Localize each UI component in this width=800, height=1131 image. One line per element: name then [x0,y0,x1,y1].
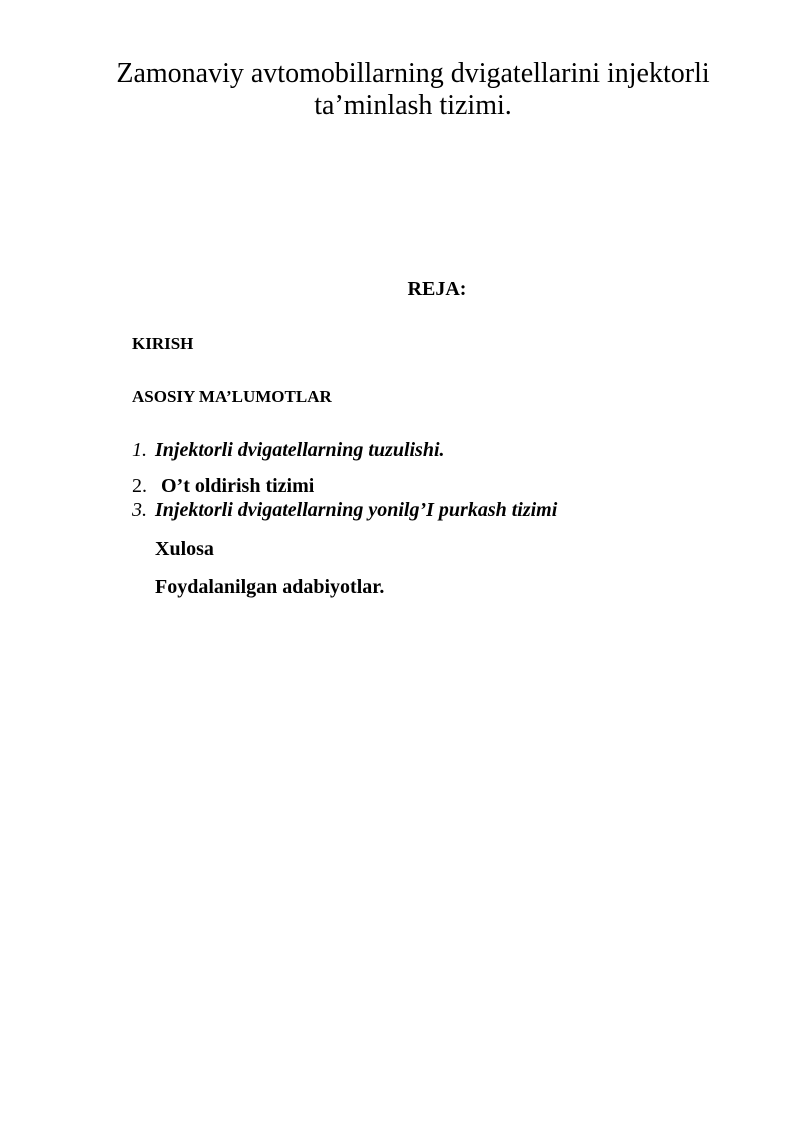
plan-list-item [132,474,557,498]
plan-list [132,438,557,522]
document-title-line-2: ta’minlash tizimi. [314,90,512,121]
plan-list-item [132,438,557,462]
conclusion-label: Xulosa [155,538,214,560]
plan-item-text: Injektorli dvigatellarning yonilg’I purkash tizimi [155,499,558,521]
plan-item-number: 3. [132,499,147,521]
plan-item-text: Injektorli dvigatellarning tuzulishi. [155,439,445,461]
document-title-line-1: Zamonaviy avtomobillarning dvigatellarini injektorli [116,58,710,89]
plan-item-number: 2. [132,475,147,497]
plan-heading: REJA: [407,278,467,300]
references-label: Foydalanilgan adabiyotlar. [155,576,385,598]
plan-item-text: O’t oldirish tizimi [161,475,315,497]
plan-list-item [132,498,557,522]
plan-item-number: 1. [132,439,147,461]
document-title [60,58,766,122]
main-section-label: ASOSIY MA’LUMOTLAR [132,387,332,406]
introduction-label: KIRISH [132,334,194,353]
